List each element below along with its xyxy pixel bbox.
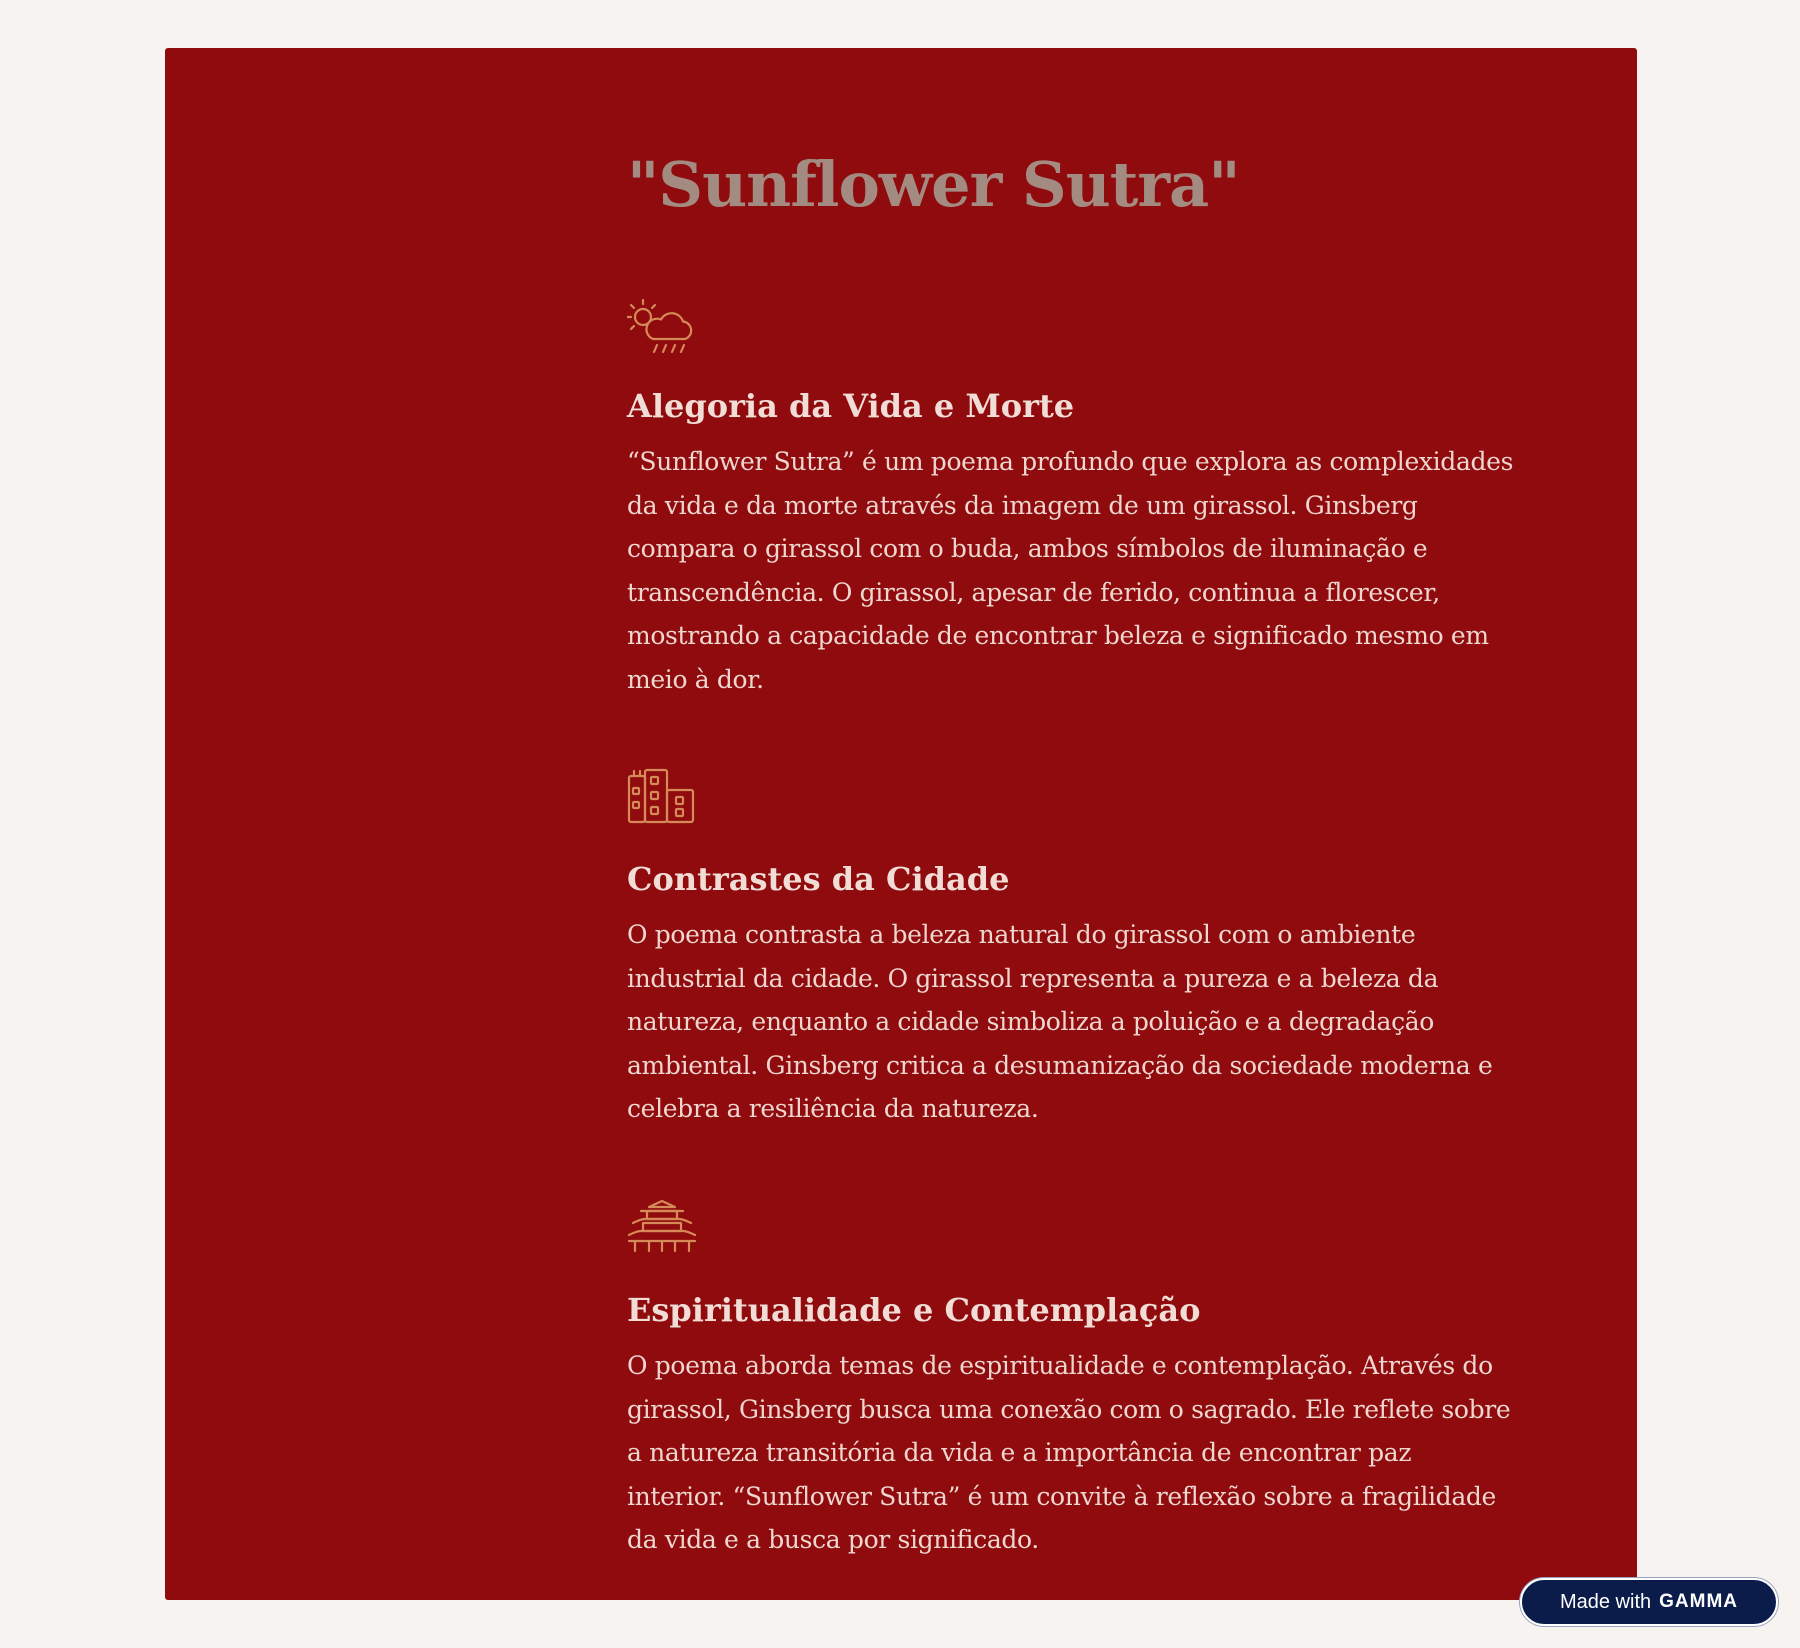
section-alegoria (627, 295, 1547, 701)
section-body: O poema aborda temas de espiritualidade e contemplação. Através do girassol, Ginsberg busca uma conexão com o sagrado. Ele reflete sobre a natureza transitória da vida e a importância de encontrar paz interior. “Sunflower Sutra” é um convite à reflexão sobre a fragilidade da vida e a busca por significado. (627, 1351, 1511, 1554)
section-espiritualidade (627, 1197, 1547, 1562)
page-title: "Sunflower Sutra" (627, 148, 1240, 221)
badge-prefix: Made with (1559, 1590, 1652, 1613)
sun-cloud-rain-icon (627, 295, 697, 355)
section-body: “Sunflower Sutra” é um poema profundo que explora as complexidades da vida e da morte através da imagem de um girassol. Ginsberg compara o girassol com o buda, ambos símbolos de iluminação e transcendência. O girassol, apesar de ferido, continua a florescer, mostrando a capacidade de encontrar beleza e significado mesmo em meio à dor. (627, 447, 1514, 694)
city-buildings-icon (627, 768, 697, 828)
section-heading: Espiritualidade e Contemplação (627, 1291, 1201, 1329)
content-card (165, 48, 1637, 1600)
made-with-gamma-badge[interactable] (1520, 1578, 1778, 1626)
section-heading: Contrastes da Cidade (627, 860, 1010, 898)
section-contrastes (627, 768, 1547, 1131)
section-heading: Alegoria da Vida e Morte (627, 387, 1075, 425)
pagoda-temple-icon (627, 1197, 697, 1257)
section-body: O poema contrasta a beleza natural do girassol com o ambiente industrial da cidade. O girassol representa a pureza e a beleza da natureza, enquanto a cidade simboliza a poluição e a degradação ambiental. Ginsberg critica a desumanização da sociedade moderna e celebra a resiliência da natureza. (627, 920, 1493, 1123)
gamma-logo: GAMMA (1659, 1591, 1739, 1612)
card-content (627, 140, 1547, 1554)
